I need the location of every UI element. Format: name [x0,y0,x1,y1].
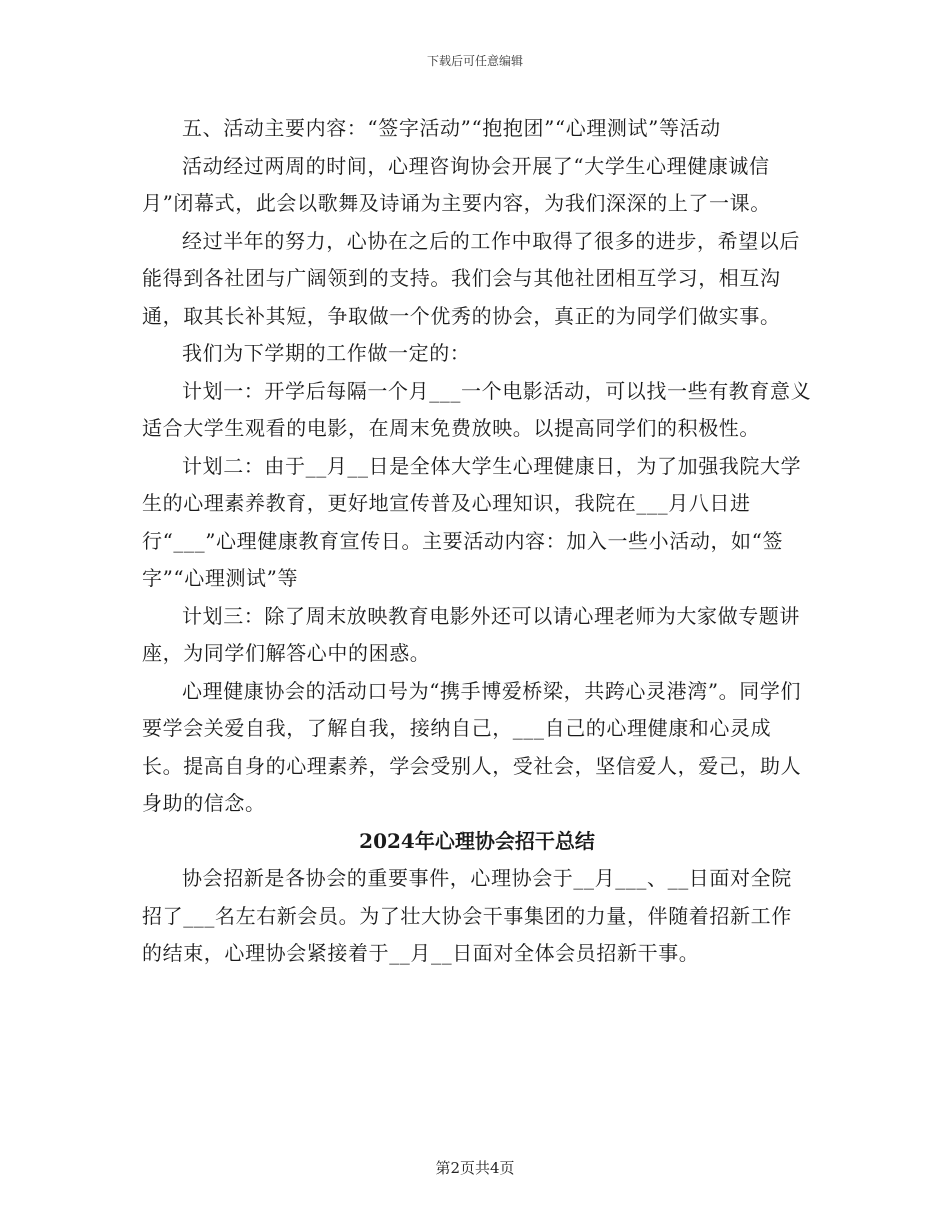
page-header: 下载后可任意编辑 [426,54,523,68]
paragraph-next-term-intro: 我们为下学期的工作做一定的： [182,341,471,365]
paragraph-closing-ceremony: 活动经过两周的时间，心理咨询协会开展了“大学生心理健康诚信月”闭幕式，此会以歌舞及诗诵为主要内容，为我们深深的上了一课。 [142,153,771,215]
paragraph-half-year-progress: 经过半年的努力，心协在之后的工作中取得了很多的进步，希望以后能得到各社团与广阔领到的支持。我们会与其他社团相互学习，相互沟通，取其长补其短，争取做一个优秀的协会，真正的为同学们做实事。 [142,228,800,328]
page-footer: 第2页共4页 [435,1159,515,1177]
paragraph-activity-content: 五、活动主要内容：“签字活动”“抱抱团”“心理测试”等活动 [182,116,721,140]
document-body [142,110,812,973]
paragraph-slogan: 心理健康协会的活动口号为“携手博爱桥梁，共跨心灵港湾”。同学们要学会关爱自我，了解自我，接纳自己，___自己的心理健康和心灵成长。提高自身的心理素养，学会受别人，受社会，坚信爱人，爱己，助人身助的信念。 [142,678,802,815]
paragraph-plan-two: 计划二：由于__月__日是全体大学生心理健康日，为了加强我院大学生的心理素养教育，更好地宣传普及心理知识，我院在___月八日进行“___”心理健康教育宣传日。主要活动内容：加入一些小活动，如“签字”“心理测试”等 [142,453,802,590]
paragraph-recruitment: 协会招新是各协会的重要事件，心理协会于__月___、__日面对全院招了___名左右新会员。为了壮大协会干事集团的力量，伴随着招新工作的结束，心理协会紧接着于__月__日面对全体会员招新干事。 [142,866,792,965]
paragraph-plan-three: 计划三：除了周末放映教育电影外还可以请心理老师为大家做专题讲座，为同学们解答心中的困惑。 [142,603,800,665]
paragraph-plan-one: 计划一：开学后每隔一个月___一个电影活动，可以找一些有教育意义适合大学生观看的电影，在周末免费放映。以提高同学们的积极性。 [142,378,812,440]
section-title: 2024年心理协会招干总结 [359,828,595,853]
